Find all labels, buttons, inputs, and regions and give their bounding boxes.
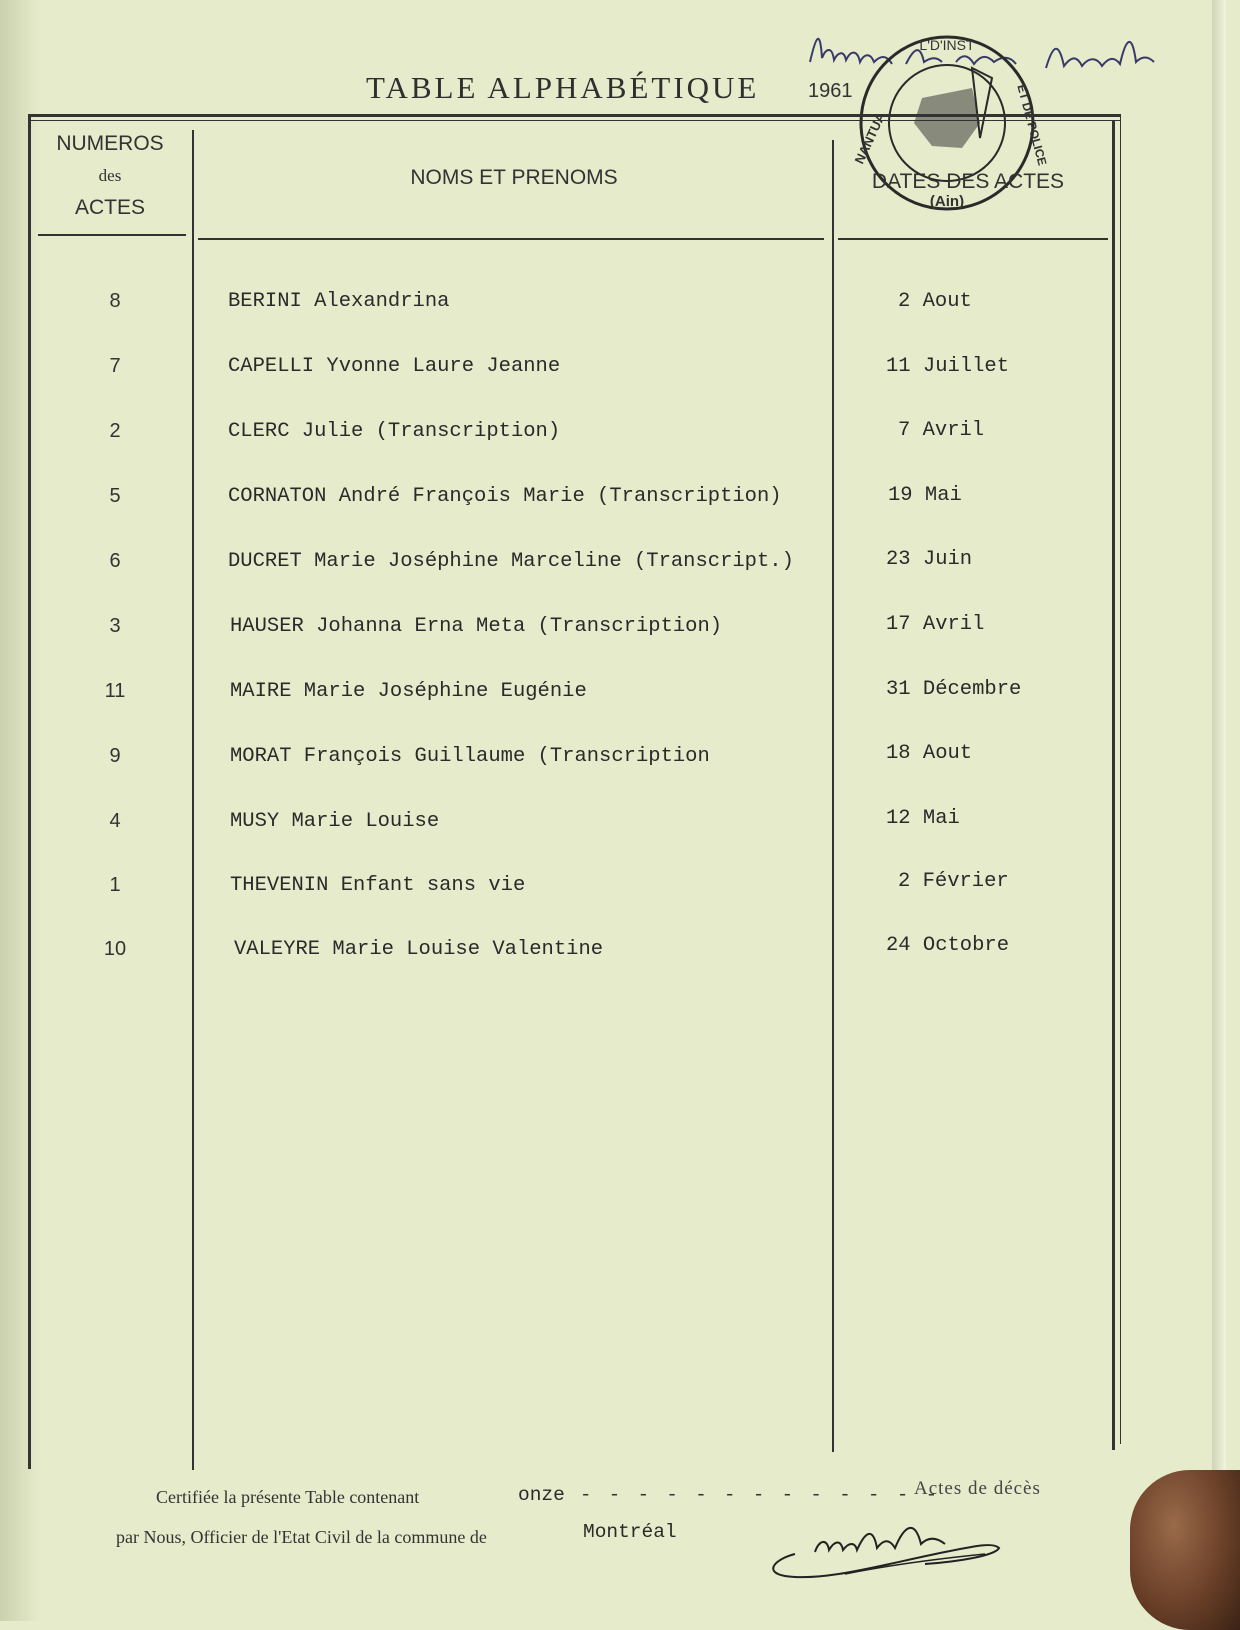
acte-date: 23 Juin: [886, 548, 973, 572]
acte-date: 31 Décembre: [886, 677, 1022, 701]
acte-date: 2 Aout: [898, 290, 972, 313]
header-underline-num: [38, 234, 186, 236]
acte-number: 9: [109, 745, 121, 767]
stamp-text-left: NANTUA: [851, 110, 889, 167]
acte-date: 7 Avril: [898, 419, 985, 443]
stamp-text-top: L'D'INST: [919, 37, 975, 53]
header-noms-et-prenoms: NOMS ET PRENOMS: [410, 166, 618, 189]
acte-number: 5: [109, 485, 121, 507]
acte-number: 1: [109, 874, 121, 896]
column-divider-2: [832, 140, 834, 1452]
acte-date: 18 Aout: [886, 742, 973, 766]
table-row: [0, 936, 1226, 976]
header-underline-dates: [838, 238, 1108, 240]
header-numeros-des-actes: [48, 128, 172, 224]
register-year: 1961: [808, 80, 853, 102]
acte-date: 12 Mai: [886, 806, 960, 830]
acte-number: 6: [109, 550, 121, 572]
table-row: [0, 483, 1226, 523]
header-dates-des-actes: DATES DES ACTES: [871, 170, 1065, 193]
table-row: [0, 613, 1226, 653]
table-top-border-inner: [28, 120, 1120, 121]
table-row: [0, 808, 1226, 848]
acte-name: THEVENIN Enfant sans vie: [230, 874, 526, 897]
acte-date: 24 Octobre: [886, 934, 1010, 957]
acte-date: 11 Juillet: [886, 354, 1010, 378]
footer-count-word: onze: [518, 1484, 565, 1506]
footer-certify-text: Certifiée la présente Table contenant: [156, 1487, 420, 1507]
officer-signature: [755, 1504, 1005, 1589]
acte-name: DUCRET Marie Joséphine Marceline (Transcript.): [228, 550, 794, 573]
acte-name: CAPELLI Yvonne Laure Jeanne: [228, 355, 561, 378]
footer-dashes: - - - - - - - - - - - - -: [580, 1484, 941, 1506]
column-divider-1: [192, 130, 194, 1470]
header-underline-names: [198, 238, 824, 240]
acte-number: 8: [109, 290, 121, 312]
table-row: [0, 353, 1226, 393]
stamp-text-bottom: (Ain): [929, 193, 965, 210]
acte-number: 11: [104, 680, 126, 702]
acte-number: 10: [103, 938, 127, 960]
acte-date: 17 Avril: [886, 613, 985, 636]
acte-name: CORNATON André François Marie (Transcription): [228, 485, 782, 508]
table-row: [0, 548, 1226, 588]
acte-name: MUSY Marie Louise: [230, 810, 440, 833]
acte-name: VALEYRE Marie Louise Valentine: [234, 938, 604, 961]
acte-number: 4: [109, 810, 121, 832]
footer-officer-text: par Nous, Officier de l'Etat Civil de la commune de: [116, 1527, 487, 1547]
stamp-text-right: ET DE POLICE: [1014, 82, 1050, 168]
acte-number: 3: [109, 615, 121, 637]
footer-commune: Montréal: [583, 1521, 677, 1543]
acte-date: 2 Février: [898, 870, 1009, 894]
table-row: [0, 872, 1226, 912]
page-title: TABLE ALPHABÉTIQUE: [366, 70, 760, 105]
acte-number: 7: [109, 355, 121, 377]
header-num-line3: ACTES: [74, 196, 145, 219]
acte-name: HAUSER Johanna Erna Meta (Transcription): [230, 615, 723, 638]
table-row: [0, 288, 1226, 328]
acte-number: 2: [109, 420, 121, 442]
table-row: [0, 743, 1226, 783]
table-row: [0, 678, 1226, 718]
footer-actes-de-deces: Actes de décès: [914, 1478, 1041, 1499]
acte-name: MORAT François Guillaume (Transcription: [230, 745, 710, 768]
table-top-border: [28, 114, 1120, 117]
thumb-holding-page: [1130, 1470, 1240, 1630]
acte-name: MAIRE Marie Joséphine Eugénie: [230, 680, 587, 703]
table-row: [0, 418, 1226, 458]
acte-date: 19 Mai: [888, 483, 962, 507]
header-num-line1: NUMEROS: [56, 132, 164, 155]
acte-name: CLERC Julie (Transcription): [228, 420, 561, 443]
acte-name: BERINI Alexandrina: [228, 290, 450, 313]
header-num-line2: des: [98, 166, 122, 185]
